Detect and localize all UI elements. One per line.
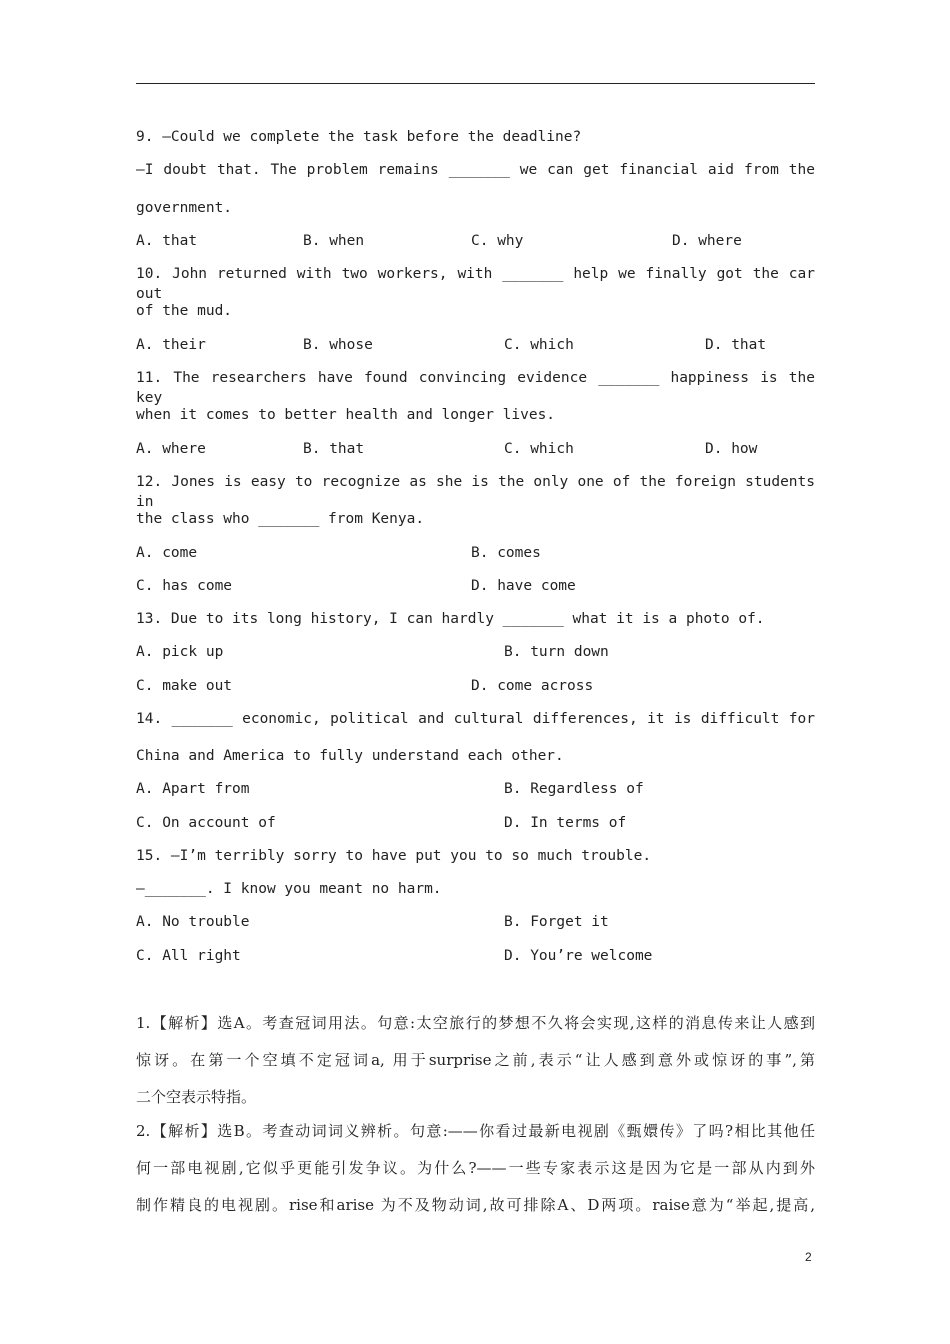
- question-12-option-b: B. comes: [471, 545, 541, 561]
- analysis-2-line-2: 何一部电视剧,它似乎更能引发争议。为什么?——一些专家表示这是因为它是一部从内到外: [136, 1159, 815, 1177]
- question-11-stem-line-1: 11. The researchers have found convincing evidence _______ happiness is the key: [136, 370, 815, 406]
- question-9-option-b: B. when: [303, 233, 365, 249]
- question-14-option-b: B. Regardless of: [504, 781, 644, 797]
- question-12-stem-line-2: the class who _______ from Kenya.: [136, 511, 425, 527]
- question-10-stem-line-2: of the mud.: [136, 303, 233, 319]
- question-12-stem-line-1: 12. Jones is easy to recognize as she is the only one of the foreign students in: [136, 474, 815, 510]
- analysis-1-line-1: 1.【解析】选A。考查冠词用法。句意:太空旅行的梦想不久将会实现,这样的消息传来让人感到: [136, 1014, 815, 1032]
- question-10-option-c: C. which: [504, 337, 574, 353]
- analysis-1-line-2: 惊讶。在第一个空填不定冠词a, 用于surprise之前,表示“让人感到意外或惊讶的事”,第: [136, 1051, 815, 1069]
- question-15-stem-line-2: —_______. I know you meant no harm.: [136, 881, 442, 897]
- analysis-1-line-3: 二个空表示特指。: [136, 1088, 257, 1106]
- question-9-stem-line-3: government.: [136, 200, 233, 216]
- question-14-stem-line-1: 14. _______ economic, political and cultural differences, it is difficult for: [136, 711, 815, 727]
- question-10-option-a: A. their: [136, 337, 206, 353]
- question-11-option-a: A. where: [136, 441, 206, 457]
- question-13-option-d: D. come across: [471, 678, 594, 694]
- question-12-option-c: C. has come: [136, 578, 233, 594]
- question-11-option-d: D. how: [705, 441, 758, 457]
- question-10-option-b: B. whose: [303, 337, 373, 353]
- question-15-stem-line-1: 15. —I’m terribly sorry to have put you to so much trouble.: [136, 848, 652, 864]
- page-number: 2: [805, 1250, 812, 1264]
- question-13-option-b: B. turn down: [504, 644, 609, 660]
- question-9-option-c: C. why: [471, 233, 524, 249]
- header-rule: [136, 83, 815, 84]
- question-9-stem-line-1: 9. —Could we complete the task before the deadline?: [136, 129, 582, 145]
- question-13-stem-line-1: 13. Due to its long history, I can hardly _______ what it is a photo of.: [136, 611, 765, 627]
- question-15-option-d: D. You’re welcome: [504, 948, 653, 964]
- question-9-option-a: A. that: [136, 233, 198, 249]
- analysis-2-line-1: 2.【解析】选B。考查动词词义辨析。句意:——你看过最新电视剧《甄嬛传》了吗?相比其他任: [136, 1122, 815, 1140]
- question-15-option-a: A. No trouble: [136, 914, 250, 930]
- question-10-option-d: D. that: [705, 337, 767, 353]
- question-15-option-b: B. Forget it: [504, 914, 609, 930]
- question-11-option-b: B. that: [303, 441, 365, 457]
- analysis-2-line-3: 制作精良的电视剧。rise和arise 为不及物动词,故可排除A、D两项。raise意为“举起,提高,: [136, 1196, 815, 1214]
- question-13-option-c: C. make out: [136, 678, 233, 694]
- question-14-stem-line-2: China and America to fully understand each other.: [136, 748, 564, 764]
- question-11-option-c: C. which: [504, 441, 574, 457]
- question-14-option-a: A. Apart from: [136, 781, 250, 797]
- question-12-option-a: A. come: [136, 545, 198, 561]
- question-13-option-a: A. pick up: [136, 644, 224, 660]
- question-9-stem-line-2: —I doubt that. The problem remains _______ we can get financial aid from the: [136, 162, 815, 178]
- question-14-option-c: C. On account of: [136, 815, 276, 831]
- question-11-stem-line-2: when it comes to better health and longer lives.: [136, 407, 556, 423]
- question-9-option-d: D. where: [672, 233, 742, 249]
- question-12-option-d: D. have come: [471, 578, 576, 594]
- question-15-option-c: C. All right: [136, 948, 241, 964]
- question-10-stem-line-1: 10. John returned with two workers, with _______ help we finally got the car out: [136, 266, 815, 302]
- question-14-option-d: D. In terms of: [504, 815, 627, 831]
